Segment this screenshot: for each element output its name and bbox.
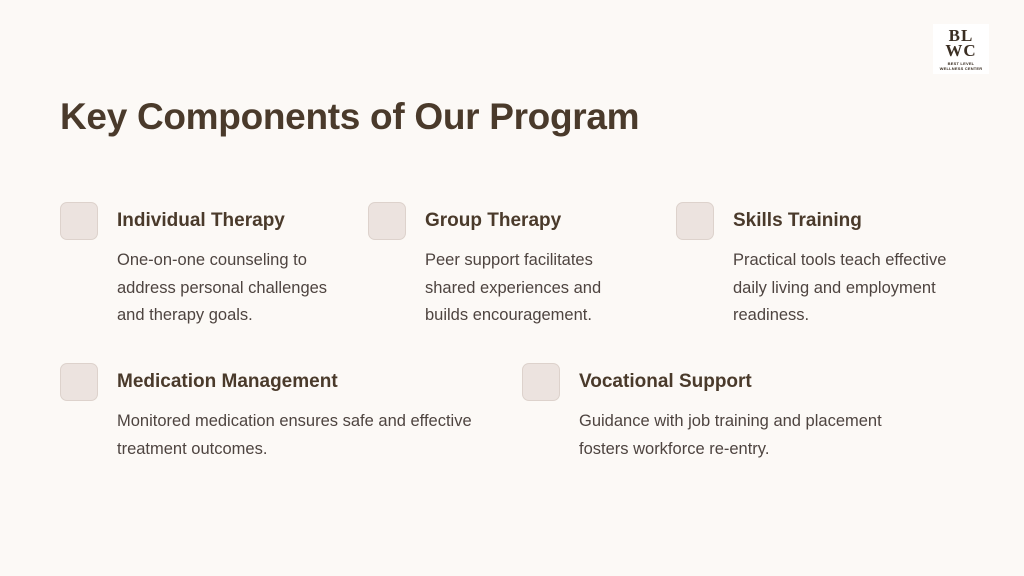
component-description: Guidance with job training and placement fosters workforce re-entry. xyxy=(579,412,882,458)
component-description: Peer support facilitates shared experiences and builds encouragement. xyxy=(425,251,602,324)
component-badge-icon xyxy=(368,202,406,240)
logo-subtitle xyxy=(933,61,989,71)
component-badge-icon xyxy=(60,202,98,240)
logo-letters-line1: BL xyxy=(948,26,974,45)
component-description: Practical tools teach effective daily living and employment readiness. xyxy=(733,251,947,324)
component-vocational-support xyxy=(522,363,972,463)
page-title: Key Components of Our Program xyxy=(60,96,640,137)
component-medication-management xyxy=(60,363,510,463)
component-title: Vocational Support xyxy=(579,371,752,392)
logo-subtitle-line1: BEST LEVEL xyxy=(947,61,975,66)
component-badge-icon xyxy=(522,363,560,401)
component-title: Skills Training xyxy=(733,210,862,231)
component-description: Monitored medication ensures safe and effective treatment outcomes. xyxy=(117,412,472,458)
component-title: Medication Management xyxy=(117,371,338,392)
component-skills-training xyxy=(676,202,976,332)
component-title: Individual Therapy xyxy=(117,210,285,231)
company-logo xyxy=(933,24,989,74)
component-description: One-on-one counseling to address personal challenges and therapy goals. xyxy=(117,251,328,324)
component-individual-therapy xyxy=(60,202,360,332)
component-badge-icon xyxy=(676,202,714,240)
logo-letters xyxy=(933,24,989,58)
logo-subtitle-line2: WELLNESS CENTER xyxy=(939,66,983,71)
component-title: Group Therapy xyxy=(425,210,562,231)
component-badge-icon xyxy=(60,363,98,401)
component-group-therapy xyxy=(368,202,668,332)
logo-letters-line2: WC xyxy=(945,41,977,60)
